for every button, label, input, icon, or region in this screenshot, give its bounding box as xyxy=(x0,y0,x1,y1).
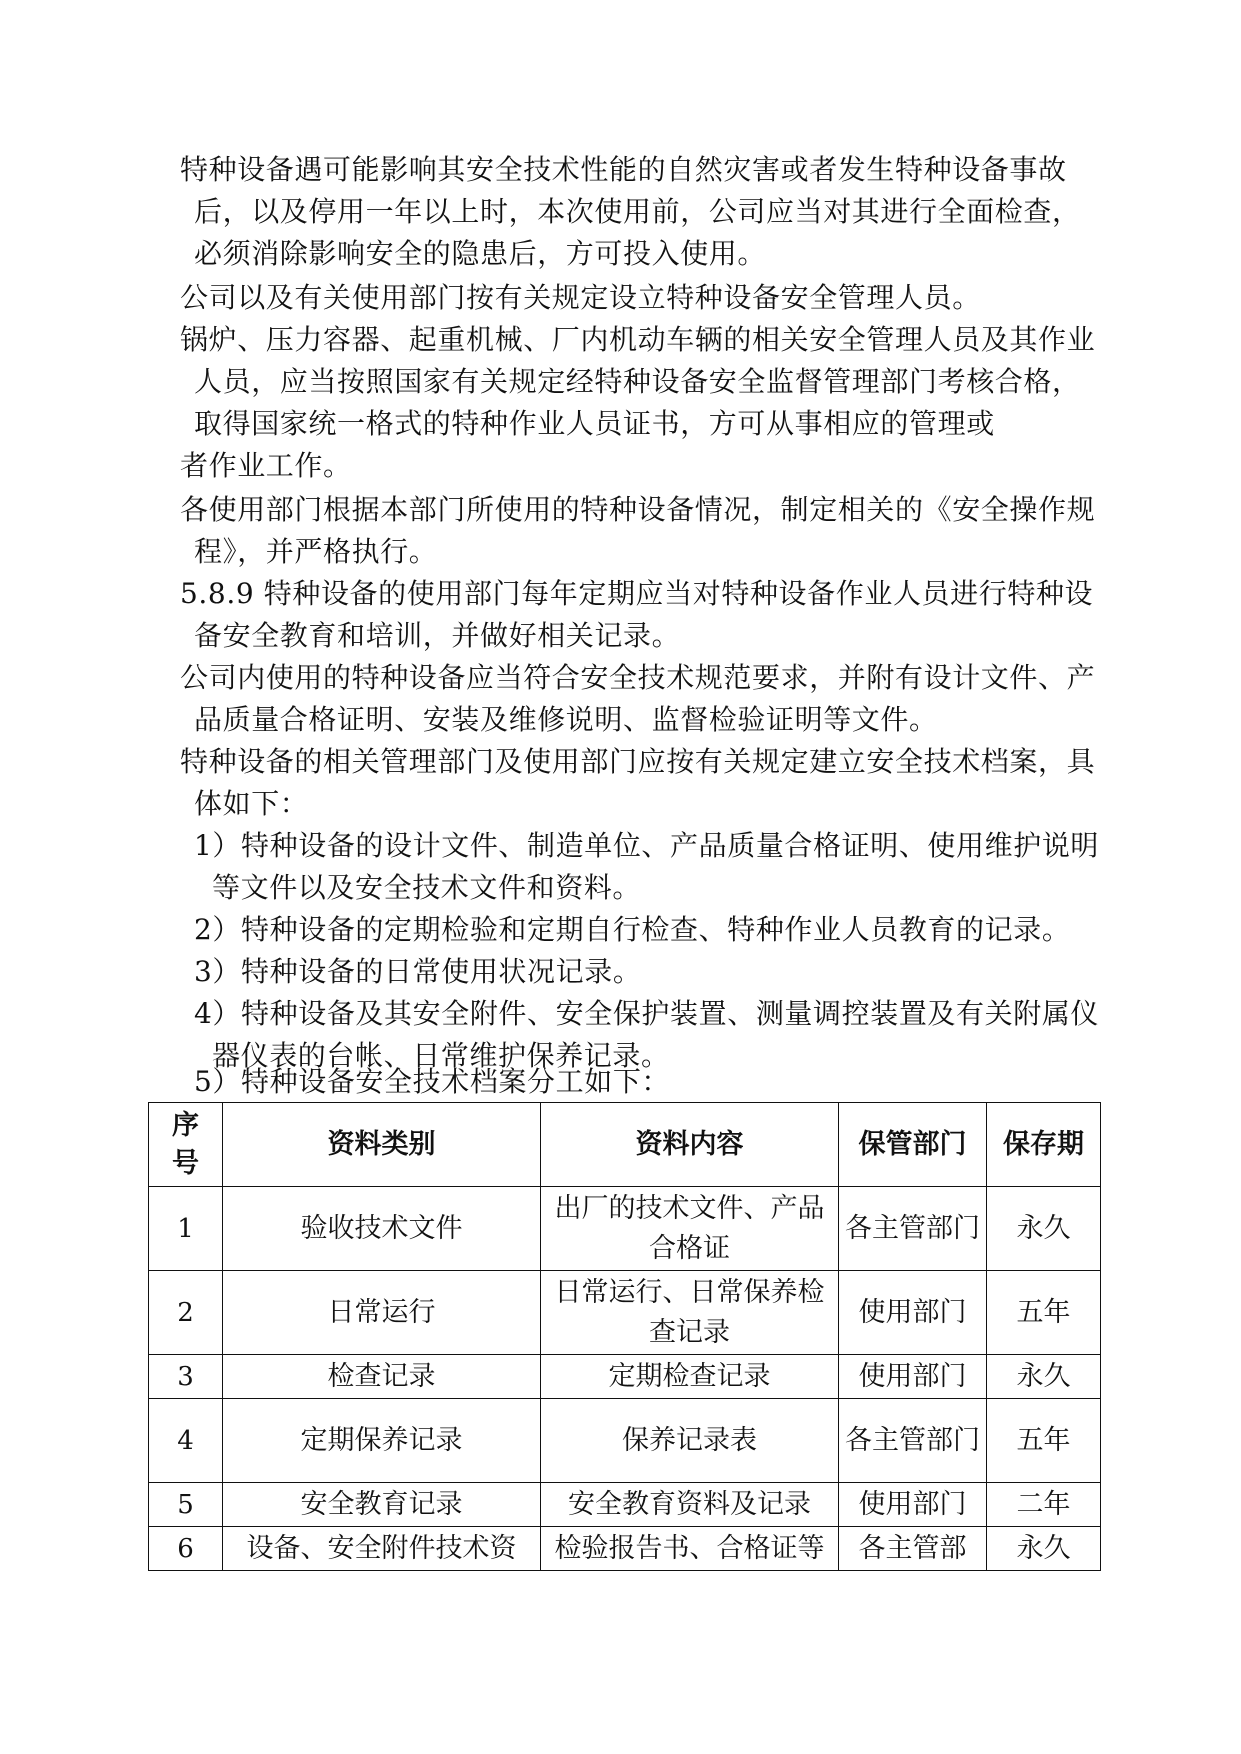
cell-period: 永久 xyxy=(987,1527,1101,1571)
header-dept: 保管部门 xyxy=(839,1103,987,1187)
text-line: 5）特种设备安全技术档案分工如下： xyxy=(194,1065,671,1098)
table-row xyxy=(149,1399,1101,1483)
cell-category: 检查记录 xyxy=(223,1355,541,1399)
cell-dept: 各主管部门 xyxy=(839,1399,987,1483)
header-category: 资料类别 xyxy=(223,1103,541,1187)
cell-dept: 使用部门 xyxy=(839,1271,987,1355)
table-row xyxy=(149,1483,1101,1527)
cell-category: 日常运行 xyxy=(223,1271,541,1355)
cell-period: 永久 xyxy=(987,1187,1101,1271)
text-line: 4）特种设备及其安全附件、安全保护装置、测量调控装置及有关附属仪 xyxy=(194,997,1100,1030)
text-line: 必须消除影响安全的隐患后，方可投入使用。 xyxy=(194,237,767,270)
table-row xyxy=(149,1271,1101,1355)
cell-period: 二年 xyxy=(987,1483,1101,1527)
text-line: 品质量合格证明、安装及维修说明、监督检验证明等文件。 xyxy=(194,703,938,736)
text-line: 者作业工作。 xyxy=(180,449,352,482)
cell-category: 定期保养记录 xyxy=(223,1399,541,1483)
text-line: 程》，并严格执行。 xyxy=(194,535,438,568)
cell-content: 保养记录表 xyxy=(541,1399,839,1483)
cell-dept: 使用部门 xyxy=(839,1483,987,1527)
cell-period: 五年 xyxy=(987,1399,1101,1483)
cell-seq: 5 xyxy=(149,1483,223,1527)
cell-content: 定期检查记录 xyxy=(541,1355,839,1399)
cell-dept: 使用部门 xyxy=(839,1355,987,1399)
text-line: 等文件以及安全技术文件和资料。 xyxy=(212,871,642,904)
table-header-row xyxy=(149,1103,1101,1187)
text-line: 备安全教育和培训，并做好相关记录。 xyxy=(194,619,681,652)
text-line: 5.8.9 特种设备的使用部门每年定期应当对特种设备作业人员进行特种设 xyxy=(180,577,1094,610)
table-row xyxy=(149,1527,1101,1571)
cell-dept: 各主管部 xyxy=(839,1527,987,1571)
cell-period: 永久 xyxy=(987,1355,1101,1399)
text-line: 特种设备的相关管理部门及使用部门应按有关规定建立安全技术档案，具 xyxy=(180,745,1096,778)
cell-seq: 2 xyxy=(149,1271,223,1355)
archive-table xyxy=(148,1102,1101,1571)
cell-content: 出厂的技术文件、产品合格证 xyxy=(541,1187,839,1271)
cell-seq: 3 xyxy=(149,1355,223,1399)
text-line: 人员，应当按照国家有关规定经特种设备安全监督管理部门考核合格， xyxy=(194,365,1081,398)
header-seq: 序 号 xyxy=(149,1103,223,1187)
text-line: 器仪表的台帐、日常维护保养记录。 xyxy=(212,1039,670,1072)
text-line: 公司内使用的特种设备应当符合安全技术规范要求，并附有设计文件、产 xyxy=(180,661,1096,694)
table-row xyxy=(149,1355,1101,1399)
cell-content: 日常运行、日常保养检查记录 xyxy=(541,1271,839,1355)
cell-category: 安全教育记录 xyxy=(223,1483,541,1527)
header-period: 保存期 xyxy=(987,1103,1101,1187)
text-line: 后，以及停用一年以上时，本次使用前，公司应当对其进行全面检查， xyxy=(194,195,1081,228)
cell-category: 设备、安全附件技术资 xyxy=(223,1527,541,1571)
cell-seq: 4 xyxy=(149,1399,223,1483)
cell-seq: 6 xyxy=(149,1527,223,1571)
text-line: 1）特种设备的设计文件、制造单位、产品质量合格证明、使用维护说明 xyxy=(194,829,1100,862)
text-line: 取得国家统一格式的特种作业人员证书，方可从事相应的管理或 xyxy=(194,407,995,440)
table-row xyxy=(149,1187,1101,1271)
text-line: 各使用部门根据本部门所使用的特种设备情况，制定相关的《安全操作规 xyxy=(180,493,1096,526)
text-line: 特种设备遇可能影响其安全技术性能的自然灾害或者发生特种设备事故 xyxy=(180,153,1067,186)
text-line: 体如下： xyxy=(194,787,309,820)
cell-period: 五年 xyxy=(987,1271,1101,1355)
text-line: 3）特种设备的日常使用状况记录。 xyxy=(194,955,642,988)
cell-category: 验收技术文件 xyxy=(223,1187,541,1271)
text-line: 2）特种设备的定期检验和定期自行检查、特种作业人员教育的记录。 xyxy=(194,913,1071,946)
cell-dept: 各主管部门 xyxy=(839,1187,987,1271)
text-line: 锅炉、压力容器、起重机械、厂内机动车辆的相关安全管理人员及其作业 xyxy=(180,323,1096,356)
cell-seq: 1 xyxy=(149,1187,223,1271)
cell-content: 检验报告书、合格证等 xyxy=(541,1527,839,1571)
cell-content: 安全教育资料及记录 xyxy=(541,1483,839,1527)
header-content: 资料内容 xyxy=(541,1103,839,1187)
text-line: 公司以及有关使用部门按有关规定设立特种设备安全管理人员。 xyxy=(180,281,981,314)
